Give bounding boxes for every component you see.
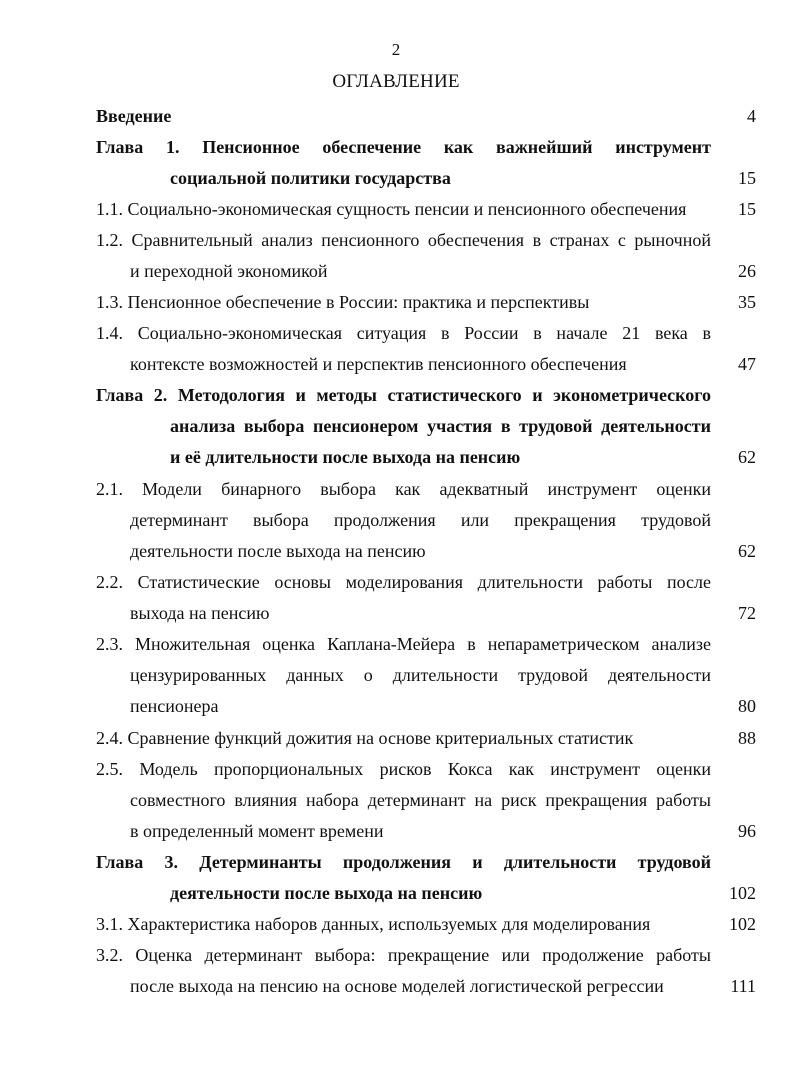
toc-entry-1-2: 1.2. Сравнительный анализ пенсионного обеспечения в странах с рыночной: [96, 230, 711, 250]
toc-entry-2-5: 2.5. Модель пропорциональных рисков Кокса как инструмент оценки: [96, 759, 711, 779]
toc-entry-3-2: 3.2. Оценка детерминант выбора: прекращение или продолжение работы: [96, 945, 711, 965]
toc-entry-introduction: Введение: [96, 106, 172, 126]
toc-page-2-2: 72: [738, 603, 756, 623]
toc-entry-2-2: 2.2. Статистические основы моделирования длительности работы после: [96, 572, 711, 592]
toc-entry-3-1: 3.1. Характеристика наборов данных, используемых для моделирования: [96, 914, 651, 934]
toc-page-chapter-2: 62: [738, 447, 756, 467]
toc-entry-2-3: 2.3. Множительная оценка Каплана-Мейера в непараметрическом анализе: [96, 634, 711, 654]
toc-entry-2-1-cont: детерминант выбора продолжения или прекращения трудовой: [130, 510, 711, 530]
toc-page-1-3: 35: [738, 292, 756, 312]
toc-page-3-1: 102: [729, 914, 756, 934]
toc-entry-chapter-3-cont: деятельности после выхода на пенсию: [170, 883, 483, 903]
page-number: 2: [391, 40, 401, 59]
toc-entry-chapter-1-cont: социальной политики государства: [170, 168, 451, 188]
toc-entry-chapter-2-cont: анализа выбора пенсионером участия в трудовой деятельности: [170, 416, 711, 436]
toc-entry-3-2-cont: после выхода на пенсию на основе моделей логистической регрессии: [130, 976, 664, 996]
toc-entry-1-4-cont: контексте возможностей и перспектив пенсионного обеспечения: [130, 354, 627, 374]
toc-entry-2-1: 2.1. Модели бинарного выбора как адекватный инструмент оценки: [96, 479, 711, 499]
toc-entry-1-1: 1.1. Социально-экономическая сущность пенсии и пенсионного обеспечения: [96, 199, 687, 219]
toc-entry-2-1-cont2: деятельности после выхода на пенсию: [130, 541, 426, 561]
toc-entry-1-3: 1.3. Пенсионное обеспечение в России: практика и перспективы: [96, 292, 590, 312]
toc-entry-2-3-cont2: пенсионера: [130, 696, 219, 716]
toc-entry-2-5-cont2: в определенный момент времени: [130, 821, 384, 841]
toc-page-chapter-1: 15: [738, 168, 756, 188]
toc-entry-1-2-cont: и переходной экономикой: [130, 261, 328, 281]
toc-entry-2-3-cont: цензурированных данных о длительности трудовой деятельности: [130, 665, 711, 685]
toc-page-1-4: 47: [738, 354, 756, 374]
toc-page-2-1: 62: [738, 541, 756, 561]
page-title: ОГЛАВЛЕНИЕ: [332, 71, 460, 92]
toc-page-introduction: 4: [747, 106, 756, 126]
toc-entry-2-4: 2.4. Сравнение функций дожития на основе критериальных статистик: [96, 728, 634, 748]
toc-page-2-3: 80: [738, 696, 756, 716]
toc-entry-chapter-2-cont2: и её длительности после выхода на пенсию: [170, 447, 521, 467]
toc-entry-2-5-cont: совместного влияния набора детерминант на риск прекращения работы: [130, 790, 711, 810]
toc-page-2-5: 96: [738, 821, 756, 841]
toc-entry-chapter-2: Глава 2. Методология и методы статистического и эконометрического: [96, 385, 711, 405]
toc-page-chapter-3: 102: [729, 883, 756, 903]
toc-page-1-1: 15: [738, 199, 756, 219]
toc-entry-chapter-3: Глава 3. Детерминанты продолжения и длительности трудовой: [96, 852, 711, 872]
toc-page-1-2: 26: [738, 261, 756, 281]
toc-entry-1-4: 1.4. Социально-экономическая ситуация в России в начале 21 века в: [96, 323, 711, 343]
toc-entry-chapter-1: Глава 1. Пенсионное обеспечение как важнейший инструмент: [96, 137, 711, 157]
toc-entry-2-2-cont: выхода на пенсию: [130, 603, 270, 623]
toc-page-3-2: 111: [730, 976, 756, 996]
toc-page-2-4: 88: [738, 728, 756, 748]
